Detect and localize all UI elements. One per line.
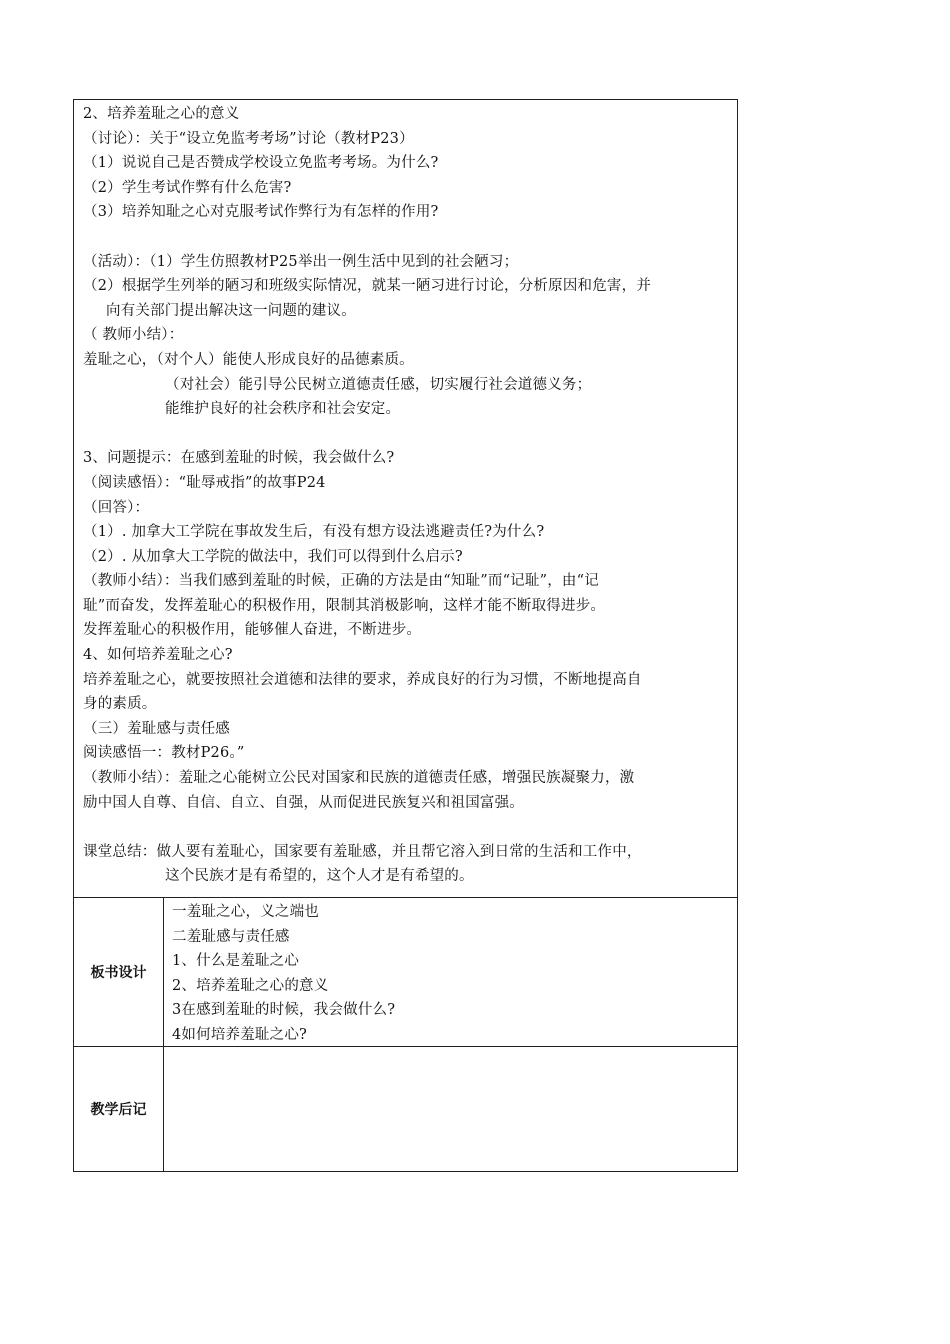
text-line: （1）说说自己是否赞成学校设立免监考考场。为什么?	[83, 155, 439, 172]
board-design-content	[164, 898, 737, 1046]
text-line: 身的素质。	[83, 696, 157, 713]
text-line: （阅读感悟）：“耻辱戒指”的故事P24	[83, 474, 326, 491]
text-line: （ 教师小结）：	[83, 327, 184, 344]
teaching-notes-row	[74, 1047, 737, 1171]
board-line: 二羞耻感与责任感	[172, 928, 290, 945]
text-line: 4、如何培养羞耻之心?	[83, 647, 233, 664]
text-line: 能维护良好的社会秩序和社会安定。	[165, 401, 401, 418]
text-line: （回答）：	[83, 499, 150, 516]
text-line: 这个民族才是有希望的，这个人才是有希望的。	[165, 868, 474, 885]
text-line: （教师小结）：当我们感到羞耻的时候，正确的方法是由“知耻”而“记耻”，由“记	[83, 573, 599, 590]
lesson-content-cell	[74, 100, 737, 898]
text-line: （活动）：（1）学生仿照教材P25举出一例生活中见到的社会陋习；	[83, 253, 519, 270]
text-line: （三）羞耻感与责任感	[83, 720, 230, 737]
text-line: 3、问题提示：在感到羞耻的时候，我会做什么?	[83, 450, 395, 467]
board-design-row	[74, 898, 737, 1047]
text-line: （3）培养知耻之心对克服考试作弊行为有怎样的作用?	[83, 204, 439, 221]
teaching-notes-label: 教学后记	[74, 1047, 164, 1171]
text-line: （2）. 从加拿大工学院的做法中，我们可以得到什么启示?	[83, 548, 463, 565]
text-line: （1）. 加拿大工学院在事故发生后，有没有想方设法逃避责任?为什么?	[83, 524, 545, 541]
text-line: 羞耻之心，（对个人）能使人形成良好的品德素质。	[83, 351, 414, 368]
board-line: 3在感到羞耻的时候，我会做什么?	[172, 1002, 396, 1019]
text-line: （对社会）能引导公民树立道德责任感，切实履行社会道德义务；	[165, 376, 592, 393]
text-line: 耻”而奋发，发挥羞耻心的积极作用，限制其消极影响，这样才能不断取得进步。	[83, 597, 606, 614]
text-line: （讨论）：关于“设立免监考考场”讨论（教材P23）	[83, 130, 414, 147]
text-line: （2）学生考试作弊有什么危害?	[83, 179, 292, 196]
lesson-plan-table	[73, 99, 738, 1172]
blank-line	[83, 422, 729, 447]
teaching-notes-content	[164, 1047, 737, 1171]
text-line: （教师小结）：羞耻之心能树立公民对国家和民族的道德责任感，增强民族凝聚力，激	[83, 770, 635, 787]
board-line: 1、什么是羞耻之心	[172, 953, 300, 970]
text-line: 课堂总结：做人要有羞耻心，国家要有羞耻感，并且帮它溶入到日常的生活和工作中，	[83, 843, 642, 860]
text-line: 阅读感悟一：教材P26。”	[83, 745, 245, 762]
board-line: 2、培养羞耻之心的意义	[172, 977, 329, 994]
text-line: 励中国人自尊、自信、自立、自强，从而促进民族复兴和祖国富强。	[83, 794, 524, 811]
board-line: 4如何培养羞耻之心?	[172, 1026, 307, 1043]
board-line: 一羞耻之心，义之端也	[172, 904, 319, 920]
text-line: 培养羞耻之心，就要按照社会道德和法律的要求，养成良好的行为习惯，不断地提高自	[83, 671, 642, 688]
blank-line	[83, 815, 729, 840]
blank-line	[83, 225, 729, 250]
text-line: 向有关部门提出解决这一问题的建议。	[106, 302, 356, 319]
board-design-label: 板书设计	[74, 898, 164, 1046]
text-line: 发挥羞耻心的积极作用，能够催人奋进，不断进步。	[83, 622, 422, 639]
text-line: （2）根据学生列举的陋习和班级实际情况，就某一陋习进行讨论，分析原因和危害，并	[83, 278, 652, 295]
text-line: 2、培养羞耻之心的意义	[83, 106, 240, 122]
